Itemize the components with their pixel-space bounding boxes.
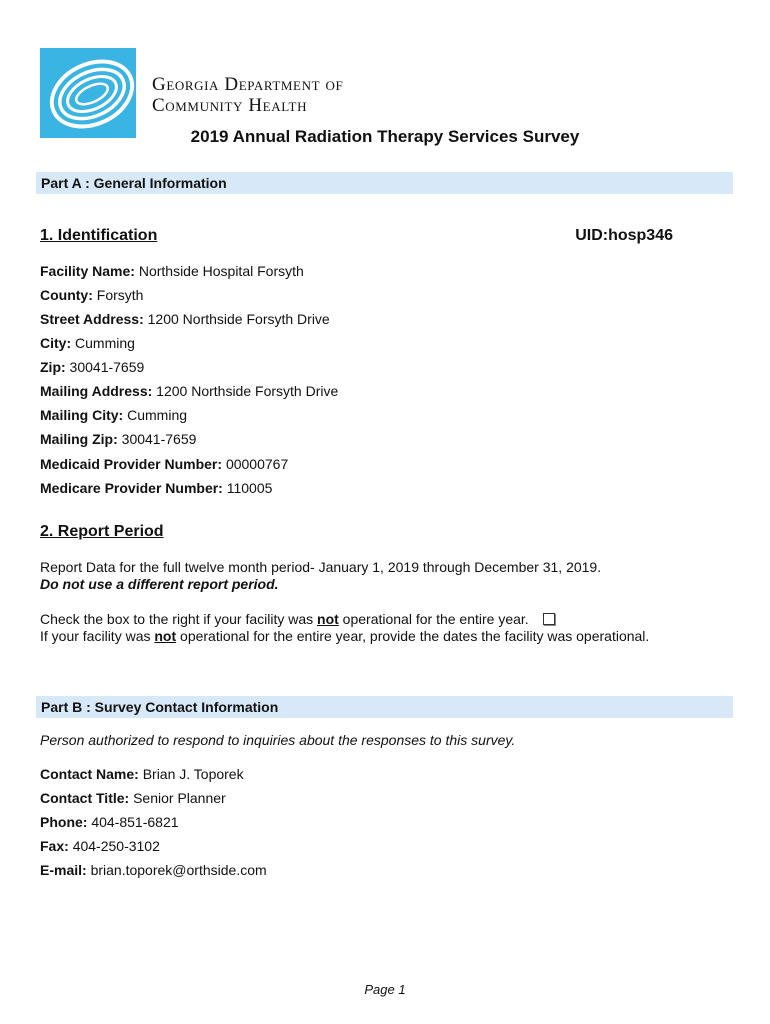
field-value: Northside Hospital Forsyth xyxy=(138,263,304,279)
field-value: 1200 Northside Forsyth Drive xyxy=(147,311,330,327)
mailing-address-field xyxy=(40,383,338,399)
street-address-field xyxy=(40,311,330,327)
check-text-pre: Check the box to the right if your facility was xyxy=(40,611,318,627)
field-value: 1200 Northside Forsyth Drive xyxy=(156,383,339,399)
field-value: 30041-7659 xyxy=(121,431,197,447)
field-label: Contact Name: xyxy=(40,766,139,782)
field-value: 110005 xyxy=(226,480,273,496)
contact-title-field xyxy=(40,790,226,806)
facility-name-field xyxy=(40,263,304,279)
mailing-zip-field xyxy=(40,431,196,447)
field-value: Brian J. Toporek xyxy=(142,766,244,782)
email-field xyxy=(40,862,267,878)
phone-field xyxy=(40,814,179,830)
field-value: Cumming xyxy=(127,407,188,423)
org-name-line2: Community Health xyxy=(152,95,308,116)
fax-field xyxy=(40,838,160,854)
field-value: brian.toporek@orthside.com xyxy=(90,862,267,878)
medicaid-provider-field xyxy=(40,456,288,472)
field-label: Street Address: xyxy=(40,311,144,327)
identification-heading: 1. Identification xyxy=(40,227,158,244)
city-field xyxy=(40,335,135,351)
field-value: 404-851-6821 xyxy=(91,814,179,830)
field-value: Forsyth xyxy=(96,287,144,303)
mailing-city-field xyxy=(40,407,187,423)
org-name-line1: Georgia Department of xyxy=(152,74,344,95)
dates-text-not: not xyxy=(154,628,177,644)
dates-text-post: operational for the entire year, provide the dates the facility was operational. xyxy=(176,628,650,644)
field-label: Zip: xyxy=(40,359,66,375)
county-field xyxy=(40,287,143,303)
field-label: Facility Name: xyxy=(40,263,135,279)
field-label: Contact Title: xyxy=(40,790,130,806)
field-label: Mailing City: xyxy=(40,407,124,423)
not-operational-check-line xyxy=(40,611,555,627)
zip-field xyxy=(40,359,144,375)
contact-intro: Person authorized to respond to inquiries about the responses to this survey. xyxy=(40,732,516,748)
field-value: Senior Planner xyxy=(133,790,226,806)
part-b-header: Part B : Survey Contact Information xyxy=(36,696,733,718)
field-value: Cumming xyxy=(75,335,135,351)
field-value: 30041-7659 xyxy=(69,359,145,375)
organization-name xyxy=(152,74,343,116)
report-period-text: Report Data for the full twelve month period- January 1, 2019 through December 31, 2019. xyxy=(40,559,602,575)
field-label: E-mail: xyxy=(40,862,87,878)
field-label: Medicare Provider Number: xyxy=(40,480,223,496)
report-period-warning: Do not use a different report period. xyxy=(40,576,279,592)
page-number: Page 1 xyxy=(364,982,406,997)
medicare-provider-field xyxy=(40,480,272,496)
contact-name-field xyxy=(40,766,244,782)
field-label: Mailing Zip: xyxy=(40,431,118,447)
field-label: City: xyxy=(40,335,72,351)
dch-logo-icon xyxy=(40,48,136,138)
survey-title: 2019 Annual Radiation Therapy Services Survey xyxy=(190,127,580,146)
check-text-post: operational for the entire year. xyxy=(338,611,529,627)
field-label: Fax: xyxy=(40,838,69,854)
field-label: Medicaid Provider Number: xyxy=(40,456,223,472)
operational-dates-line xyxy=(40,628,649,644)
check-text-not: not xyxy=(317,611,339,627)
uid-label: UID:hosp346 xyxy=(575,227,673,244)
field-label: Mailing Address: xyxy=(40,383,153,399)
field-value: 00000767 xyxy=(225,456,289,472)
field-label: Phone: xyxy=(40,814,88,830)
report-period-heading: 2. Report Period xyxy=(40,523,164,540)
dates-text-pre: If your facility was xyxy=(40,628,155,644)
not-operational-checkbox[interactable] xyxy=(543,613,555,625)
field-value: 404-250-3102 xyxy=(72,838,160,854)
field-label: County: xyxy=(40,287,93,303)
part-a-header: Part A : General Information xyxy=(36,172,733,194)
